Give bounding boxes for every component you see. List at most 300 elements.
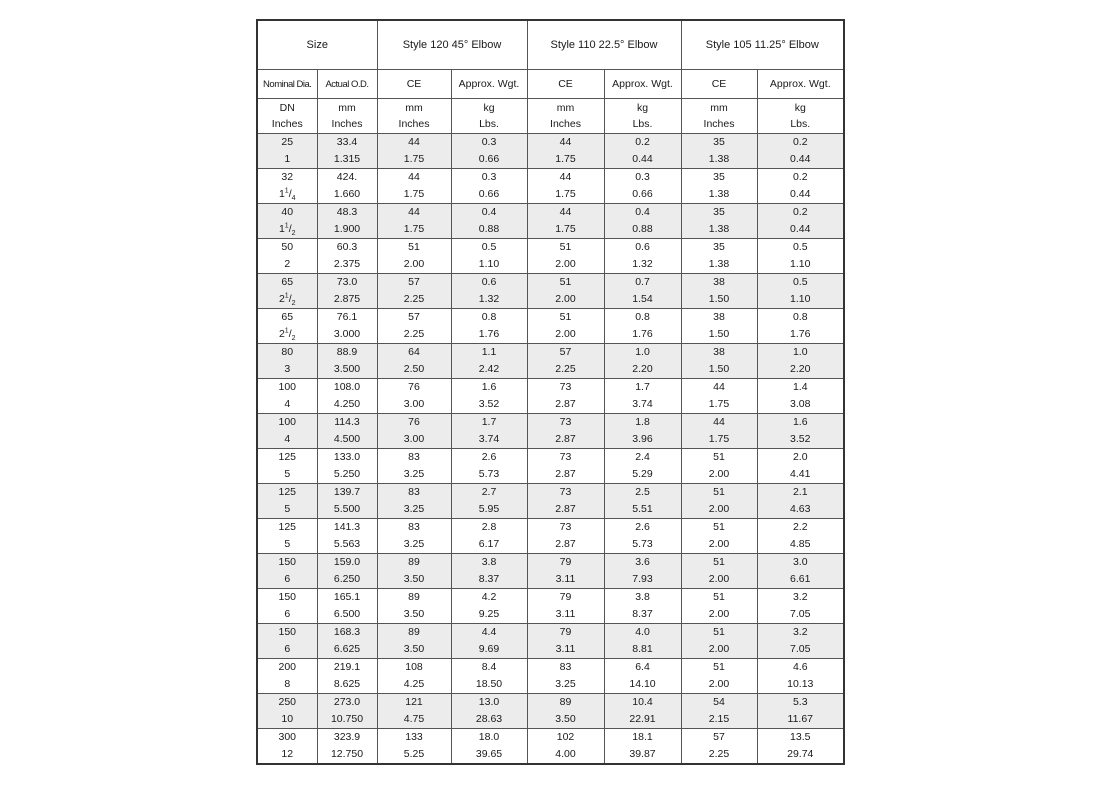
style-120-weight-cell [451,134,527,169]
imperial-value: 1.76 [478,328,500,340]
metric-value: 0.3 [635,171,650,183]
metric-value: 2.2 [792,521,808,533]
style-110-ce-cell [527,554,604,589]
actual-od-cell [317,694,377,729]
style-110-ce-cell [527,379,604,414]
style-120-ce-cell [377,484,451,519]
style-105-weight-cell [757,169,844,204]
column-header-row [257,70,844,99]
style-105-weight-cell [757,484,844,519]
metric-value: 51 [713,556,725,568]
imperial-value: 3.500 [333,363,361,375]
metric-value: 133 [405,731,423,743]
metric-value: 150 [278,591,297,603]
metric-value: 0.2 [792,136,808,148]
metric-value: 44 [408,171,420,183]
table-row [257,414,844,449]
nominal-dia-cell [257,624,317,659]
style-120-ce-cell [377,659,451,694]
fraction-numerator: 1 [284,292,289,300]
imperial-value: 8.37 [632,608,653,620]
unit-bottom: Inches [703,118,735,130]
nominal-dia-cell [257,134,317,169]
nominal-dia-cell [257,239,317,274]
style-105-ce-cell [681,729,757,765]
imperial-value: 2.00 [403,258,425,270]
metric-value: 10.4 [632,696,653,708]
style-110-weight-cell [604,519,681,554]
table-row [257,169,844,204]
metric-value: 102 [556,731,575,743]
imperial-value: 3.11 [555,608,576,620]
metric-value: 51 [559,311,572,323]
imperial-value: 4.85 [790,538,811,550]
table-row [257,589,844,624]
unit-top: kg [794,102,806,114]
nominal-dia-cell [257,344,317,379]
imperial-value: 0.44 [790,223,811,235]
metric-value: 65 [281,276,294,288]
style-120-weight-cell [451,624,527,659]
metric-value: 273.0 [333,696,361,708]
unit-top: mm [405,102,423,114]
style-105-ce-cell [681,484,757,519]
inch-whole: 2 [278,328,285,340]
actual-od-cell [317,624,377,659]
inch-value: 1 [284,153,291,165]
actual-od-cell [317,309,377,344]
actual-od-cell [317,554,377,589]
metric-value: 0.3 [481,171,497,183]
metric-value: 35 [713,206,725,218]
metric-value: 80 [281,346,294,358]
metric-value: 250 [278,696,297,708]
metric-value: 76 [408,381,420,393]
imperial-value: 28.63 [475,713,503,725]
metric-value: 1.6 [481,381,497,393]
imperial-value: 12.750 [330,748,364,760]
imperial-value: 1.50 [708,363,730,375]
metric-value: 100 [278,416,297,428]
imperial-value: 1.75 [555,153,576,165]
style-110-weight-cell [604,729,681,765]
imperial-value: 2.87 [555,468,576,480]
metric-value: 51 [713,486,725,498]
inch-value [258,291,317,308]
imperial-value: 4.41 [790,468,811,480]
style-110-weight-cell [604,659,681,694]
imperial-value: 4.25 [403,678,425,690]
fraction-denominator: 2 [291,230,296,238]
unit-top: mm [556,102,575,114]
imperial-value: 1.32 [632,258,653,270]
fraction-denominator: 2 [291,300,296,308]
table-row [257,134,844,169]
metric-value: 100 [278,381,297,393]
imperial-value: 6.17 [478,538,500,550]
metric-value: 79 [559,591,572,603]
imperial-value: 5.250 [333,468,361,480]
style-110-header: Style 110 22.5° Elbow [527,20,681,70]
actual-od-cell [317,589,377,624]
group-header-row [257,20,844,70]
style-110-ce-cell [527,274,604,309]
metric-value: 57 [408,276,420,288]
style-120-weight-cell [451,309,527,344]
inch-value: 5 [284,538,291,550]
metric-value: 76 [408,416,420,428]
style-120-weight-cell [451,344,527,379]
metric-value: 2.0 [792,451,808,463]
metric-value: 3.2 [792,626,808,638]
metric-value: 0.6 [481,276,497,288]
imperial-value: 8.37 [478,573,500,585]
imperial-value: 3.25 [403,538,425,550]
metric-value: 76.1 [336,311,358,323]
imperial-value: 5.29 [632,468,653,480]
unit-bottom: Inches [271,118,303,130]
metric-value: 89 [408,626,420,638]
actual-od-cell [317,729,377,765]
imperial-value: 2.87 [555,538,576,550]
unit-bottom: Inches [331,118,363,130]
table-row [257,694,844,729]
imperial-value: 2.25 [708,748,730,760]
metric-value: 44 [713,416,725,428]
metric-value: 3.0 [792,556,808,568]
imperial-value: 9.69 [478,643,500,655]
inch-value: 6 [284,573,291,585]
imperial-value: 4.500 [333,433,361,445]
inch-value: 2 [284,258,291,270]
metric-value: 44 [559,171,572,183]
metric-value: 0.3 [481,136,497,148]
metric-value: 3.2 [792,591,808,603]
style-105-ce-cell [681,659,757,694]
imperial-value: 0.88 [478,223,500,235]
unit-bottom: Inches [398,118,430,130]
inch-value: 3 [284,363,291,375]
metric-value: 424. [336,171,358,183]
elbow-dimensions-table [256,19,845,765]
imperial-value: 3.00 [403,398,425,410]
imperial-value: 1.75 [708,398,730,410]
imperial-value: 0.44 [790,188,811,200]
style-110-weight-cell [604,449,681,484]
inch-whole: 2 [278,293,285,305]
metric-value: 89 [408,556,420,568]
table-row [257,274,844,309]
imperial-value: 2.25 [555,363,576,375]
actual-od-cell [317,169,377,204]
imperial-value: 29.74 [787,748,814,760]
imperial-value: 5.95 [478,503,500,515]
imperial-value: 3.96 [632,433,653,445]
imperial-value: 3.50 [555,713,576,725]
metric-value: 35 [713,136,725,148]
metric-value: 44 [559,136,572,148]
metric-value: 51 [713,661,725,673]
actual-od-cell [317,414,377,449]
style-105-ce-cell [681,134,757,169]
style-105-ce-cell [681,169,757,204]
metric-value: 125 [278,486,297,498]
fraction-slash: / [288,328,292,340]
style-105-weight-cell [757,134,844,169]
metric-value: 0.5 [481,241,497,253]
inch-value [258,326,317,343]
approx-wgt-header: Approx. Wgt. [604,70,681,99]
metric-value: 1.0 [792,346,808,358]
metric-value: 83 [408,521,420,533]
metric-value: 4.4 [481,626,497,638]
style-105-weight-cell [757,624,844,659]
style-105-weight-cell [757,309,844,344]
unit-cell [377,99,451,134]
nominal-dia-cell [257,204,317,239]
metric-value: 0.2 [792,171,808,183]
metric-value: 51 [408,241,420,253]
style-110-weight-cell [604,274,681,309]
metric-value: 200 [278,661,297,673]
style-110-weight-cell [604,379,681,414]
ce-header: CE [527,70,604,99]
table-row [257,309,844,344]
imperial-value: 6.625 [333,643,361,655]
imperial-value: 1.75 [555,223,576,235]
fraction-slash: / [288,293,292,305]
imperial-value: 1.38 [708,188,730,200]
imperial-value: 1.10 [478,258,500,270]
style-110-ce-cell [527,449,604,484]
metric-value: 2.5 [635,486,650,498]
style-120-ce-cell [377,449,451,484]
metric-value: 141.3 [333,521,361,533]
style-105-weight-cell [757,554,844,589]
metric-value: 108.0 [333,381,361,393]
unit-cell [317,99,377,134]
style-120-weight-cell [451,379,527,414]
style-120-weight-cell [451,659,527,694]
unit-cell [681,99,757,134]
metric-value: 57 [713,731,725,743]
style-120-ce-cell [377,134,451,169]
style-110-ce-cell [527,134,604,169]
style-110-weight-cell [604,344,681,379]
metric-value: 2.7 [481,486,497,498]
style-105-ce-cell [681,239,757,274]
metric-value: 323.9 [333,731,361,743]
metric-value: 0.6 [635,241,650,253]
metric-value: 6.4 [635,661,650,673]
imperial-value: 3.11 [555,643,576,655]
style-105-ce-cell [681,344,757,379]
imperial-value: 2.875 [333,293,361,305]
metric-value: 35 [713,171,725,183]
metric-value: 2.6 [481,451,497,463]
style-120-ce-cell [377,379,451,414]
style-110-ce-cell [527,414,604,449]
style-105-ce-cell [681,694,757,729]
metric-value: 159.0 [333,556,361,568]
style-105-ce-cell [681,624,757,659]
metric-value: 73 [559,486,572,498]
imperial-value: 3.25 [403,503,425,515]
fraction-slash: / [288,188,292,200]
style-105-weight-cell [757,414,844,449]
style-110-ce-cell [527,729,604,765]
imperial-value: 3.000 [333,328,361,340]
unit-top: mm [338,102,356,114]
metric-value: 13.5 [790,731,811,743]
metric-value: 54 [713,696,725,708]
metric-value: 0.8 [481,311,497,323]
imperial-value: 1.38 [708,153,730,165]
style-110-ce-cell [527,694,604,729]
style-120-ce-cell [377,204,451,239]
style-110-ce-cell [527,589,604,624]
metric-value: 0.5 [792,241,808,253]
metric-value: 51 [713,626,725,638]
fraction-slash: / [288,223,292,235]
metric-value: 51 [713,591,725,603]
unit-cell [527,99,604,134]
imperial-value: 4.00 [555,748,576,760]
metric-value: 3.8 [481,556,497,568]
style-120-ce-cell [377,239,451,274]
metric-value: 133.0 [333,451,361,463]
actual-od-cell [317,239,377,274]
imperial-value: 2.00 [708,573,730,585]
metric-value: 73 [559,416,572,428]
nominal-dia-header: Nominal Dia. [257,70,317,99]
style-105-weight-cell [757,274,844,309]
imperial-value: 1.75 [555,188,576,200]
table-row [257,484,844,519]
metric-value: 60.3 [336,241,358,253]
style-105-ce-cell [681,519,757,554]
style-110-weight-cell [604,134,681,169]
imperial-value: 1.10 [790,293,811,305]
imperial-value: 1.75 [403,223,425,235]
style-120-ce-cell [377,694,451,729]
metric-value: 300 [278,731,297,743]
imperial-value: 39.87 [629,748,656,760]
imperial-value: 5.25 [403,748,425,760]
style-105-weight-cell [757,659,844,694]
style-120-weight-cell [451,519,527,554]
fraction-denominator: 2 [291,335,296,343]
style-110-weight-cell [604,624,681,659]
style-105-weight-cell [757,694,844,729]
inch-value: 10 [281,713,294,725]
style-110-weight-cell [604,694,681,729]
imperial-value: 9.25 [478,608,500,620]
style-105-ce-cell [681,449,757,484]
metric-value: 168.3 [333,626,361,638]
style-105-weight-cell [757,589,844,624]
imperial-value: 0.66 [632,188,653,200]
style-120-weight-cell [451,729,527,765]
imperial-value: 1.50 [708,328,730,340]
nominal-dia-cell [257,414,317,449]
imperial-value: 0.66 [478,153,500,165]
metric-value: 8.4 [481,661,497,673]
metric-value: 4.0 [635,626,650,638]
metric-value: 48.3 [336,206,358,218]
ce-header: CE [377,70,451,99]
style-105-weight-cell [757,379,844,414]
imperial-value: 22.91 [629,713,656,725]
imperial-value: 3.52 [790,433,811,445]
style-110-ce-cell [527,519,604,554]
fraction-numerator: 1 [284,187,289,195]
size-header: Size [257,20,377,70]
metric-value: 89 [408,591,420,603]
table-row [257,239,844,274]
metric-value: 18.0 [478,731,500,743]
imperial-value: 2.00 [708,678,730,690]
style-110-ce-cell [527,239,604,274]
imperial-value: 7.05 [790,643,811,655]
imperial-value: 3.50 [403,573,425,585]
inch-value [258,221,317,238]
metric-value: 73.0 [336,276,358,288]
imperial-value: 2.25 [403,328,425,340]
imperial-value: 2.00 [555,328,576,340]
imperial-value: 2.00 [555,293,576,305]
metric-value: 88.9 [336,346,358,358]
style-120-ce-cell [377,344,451,379]
approx-wgt-header: Approx. Wgt. [451,70,527,99]
nominal-dia-cell [257,309,317,344]
table-row [257,379,844,414]
style-120-weight-cell [451,414,527,449]
metric-value: 5.3 [792,696,808,708]
metric-value: 33.4 [336,136,358,148]
style-105-weight-cell [757,204,844,239]
imperial-value: 3.25 [403,468,425,480]
actual-od-cell [317,449,377,484]
imperial-value: 2.50 [403,363,425,375]
style-110-weight-cell [604,484,681,519]
metric-value: 2.8 [481,521,497,533]
metric-value: 1.8 [635,416,650,428]
table-row [257,344,844,379]
imperial-value: 3.08 [790,398,811,410]
metric-value: 65 [281,311,294,323]
metric-value: 57 [559,346,572,358]
metric-value: 57 [408,311,420,323]
metric-value: 0.8 [635,311,650,323]
metric-value: 44 [713,381,725,393]
style-120-ce-cell [377,309,451,344]
style-110-weight-cell [604,414,681,449]
imperial-value: 2.375 [333,258,361,270]
metric-value: 35 [713,241,725,253]
style-110-ce-cell [527,169,604,204]
metric-value: 32 [281,171,294,183]
nominal-dia-cell [257,554,317,589]
imperial-value: 2.00 [708,468,730,480]
imperial-value: 10.13 [787,678,814,690]
metric-value: 79 [559,556,572,568]
actual-od-cell [317,659,377,694]
actual-od-header: Actual O.D. [317,70,377,99]
style-120-weight-cell [451,239,527,274]
table-row [257,449,844,484]
metric-value: 38 [713,311,725,323]
